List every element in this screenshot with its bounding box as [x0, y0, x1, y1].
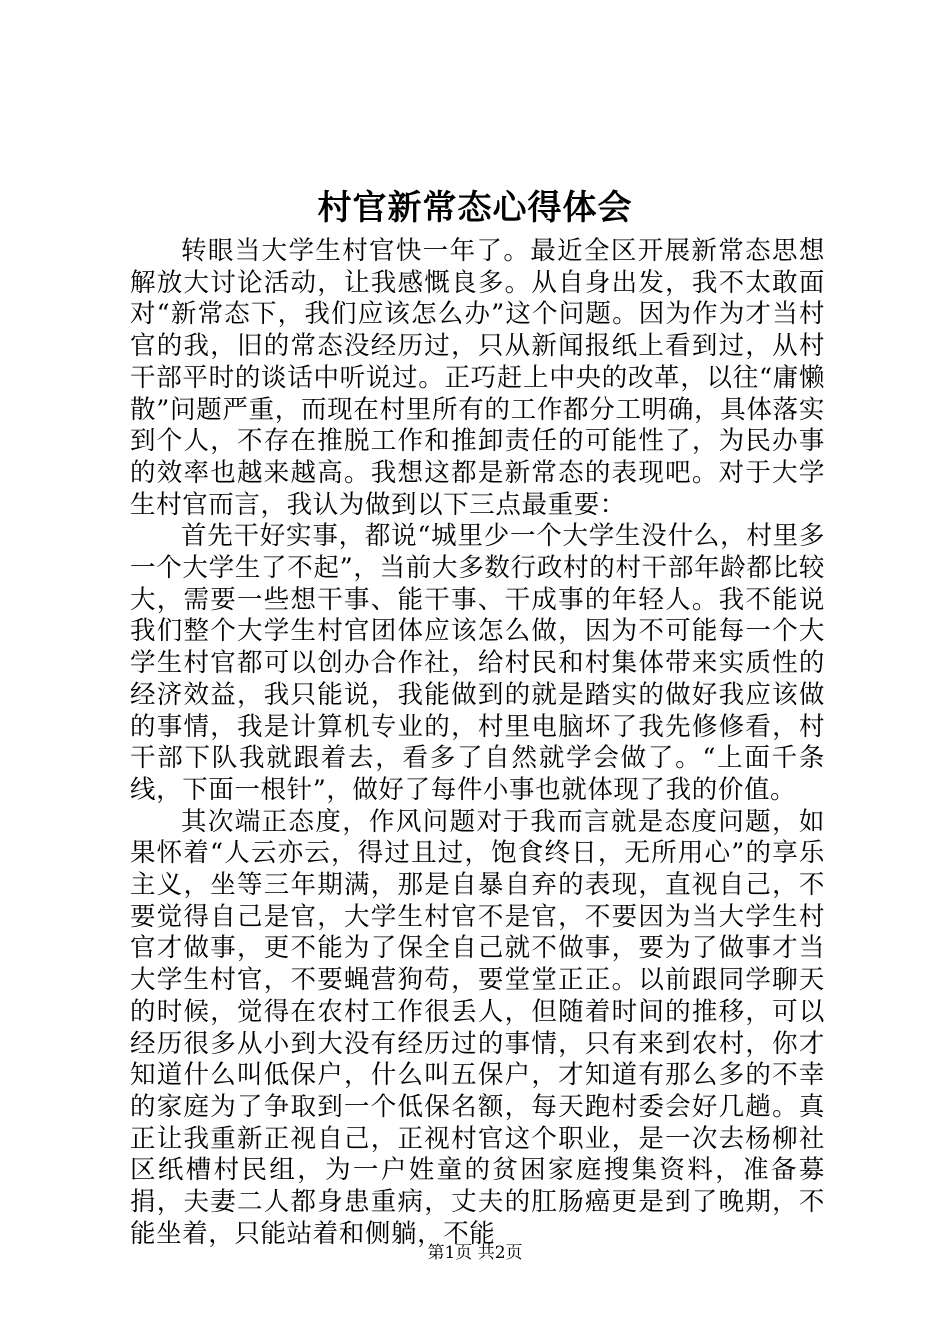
paragraph-3: 其次端正态度，作风问题对于我而言就是态度问题，如果怀着“人云亦云，得过且过，饱食终日，无所用心”的享乐主义，坐等三年期满，那是自暴自弃的表现，直视自己，不要觉得自己是官，大学生村官不是官，不要因为当大学生村官才做事，更不能为了保全自己就不做事，要为了做事才当大学生村官，不要蝇营狗苟，要堂堂正正。以前跟同学聊天的时候，觉得在农村工作很丢人，但随着时间的推移，可以经历很多从小到大没有经历过的事情，只有来到农村，你才知道什么叫低保户，什么叫五保户，才知道有那么多的不幸的家庭为了争取到一个低保名额，每天跑村委会好几趟。真正让我重新正视自己，正视村官这个职业，是一次去杨柳社区纸槽村民组，为一户姓童的贫困家庭搜集资料，准备募捐，夫妻二人都身患重病，丈夫的肛肠癌更是到了晚期，不能坐着，只能站着和侧躺，不能	[130, 806, 825, 1249]
paragraph-1: 转眼当大学生村官快一年了。最近全区开展新常态思想解放大讨论活动，让我感慨良多。从自身出发，我不太敢面对“新常态下，我们应该怎么办”这个问题。因为作为才当村官的我，旧的常态没经历过，只从新闻报纸上看到过，从村干部平时的谈话中听说过。正巧赶上中央的改革，以往“庸懒散”问题严重，而现在村里所有的工作都分工明确，具体落实到个人，不存在推脱工作和推卸责任的可能性了，为民办事的效率也越来越高。我想这都是新常态的表现吧。对于大学生村官而言，我认为做到以下三点最重要：	[130, 236, 825, 520]
document-body	[130, 236, 825, 1251]
paragraph-2: 首先干好实事，都说“城里少一个大学生没什么，村里多一个大学生了不起”，当前大多数行政村的村干部年龄都比较大，需要一些想干事、能干事、干成事的年轻人。我不能说我们整个大学生村官团体应该怎么做，因为不可能每一个大学生村官都可以创办合作社，给村民和村集体带来实质性的经济效益，我只能说，我能做到的就是踏实的做好我应该做的事情，我是计算机专业的，村里电脑坏了我先修修看，村干部下队我就跟着去，看多了自然就学会做了。“上面千条线，下面一根针”，做好了每件小事也就体现了我的价值。	[130, 521, 825, 805]
document-title: 村官新常态心得体会	[317, 188, 633, 228]
page-number-footer: 第1页 共2页	[427, 1243, 523, 1263]
